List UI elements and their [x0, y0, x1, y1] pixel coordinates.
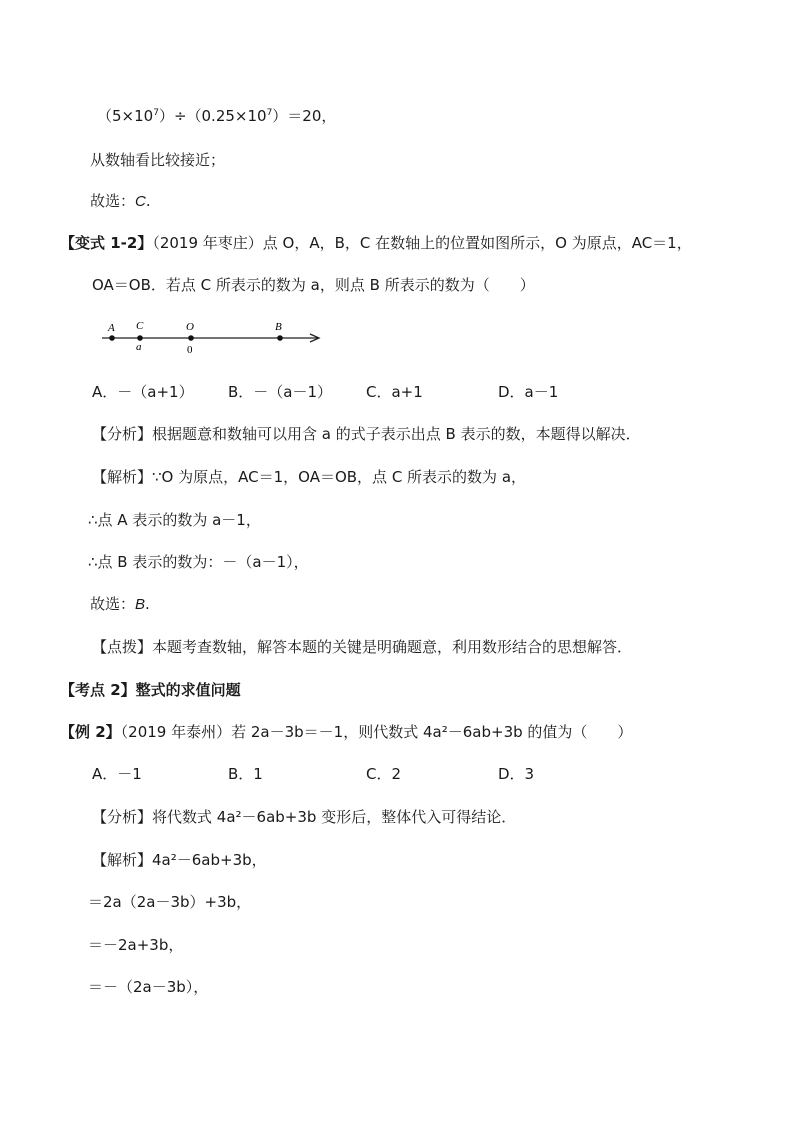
comment-line: 【点拨】本题考查数轴，解答本题的关键是明确题意，利用数形结合的思想解答． — [92, 638, 633, 656]
label-o: O — [186, 321, 194, 333]
variant-tag: 【变式 1-2】 — [60, 234, 153, 252]
variant-question — [60, 233, 692, 253]
option-c: C．a+1 — [366, 383, 423, 401]
answer-line-1: 故选：C. — [90, 192, 151, 210]
ex2-step-1: ＝2a（2a－3b）+3b， — [88, 893, 252, 911]
variant-question-text-2: OA＝OB．若点 C 所表示的数为 a，则点 B 所表示的数为（ ） — [92, 276, 535, 294]
ex2-step-2: ＝－2a+3b， — [88, 936, 184, 954]
variant-question-text-1: （2019 年枣庄）点 O，A，B，C 在数轴上的位置如图所示，O 为原点，AC＝1， — [152, 234, 692, 252]
ex2-option-a: A．－1 — [92, 765, 142, 783]
label-b: B — [275, 321, 282, 333]
point-o — [188, 335, 194, 341]
label-c: C — [136, 320, 144, 332]
analysis-line: 【分析】根据题意和数轴可以用含 a 的式子表示出点 B 表示的数，本题得以解决． — [92, 425, 641, 443]
label-under-c: a — [136, 341, 142, 353]
example-2-question: 【例 2】（2019 年泰州）若 2a－3b＝－1，则代数式 4a²－6ab+3b 的值为（ ） — [60, 723, 633, 741]
option-b: B．－（a－1） — [228, 383, 333, 401]
section-heading: 【考点 2】整式的求值问题 — [60, 681, 241, 699]
label-under-o: 0 — [187, 344, 193, 356]
ex2-analysis-line: 【分析】将代数式 4a²－6ab+3b 变形后，整体代入可得结论． — [92, 808, 517, 826]
ex2-solution-line: 【解析】4a²－6ab+3b， — [92, 851, 267, 869]
point-a — [109, 335, 115, 341]
ex2-option-d: D．3 — [498, 765, 535, 783]
answer-line-2: 故选：B. — [90, 595, 150, 613]
calc-line: $(5\times 10^7)\div(0.25\times 10^7)=20$， — [97, 107, 337, 125]
solution-line: 【解析】∵O 为原点，AC＝1，OA＝OB，点 C 所表示的数为 a， — [92, 468, 527, 486]
number-line-diagram — [98, 318, 328, 358]
option-d: D．a－1 — [498, 383, 559, 401]
ex2-step-3: ＝－（2a－3b）， — [88, 978, 209, 996]
solution-step-1: ∴点 A 表示的数为 a－1， — [88, 511, 261, 529]
point-c — [137, 335, 143, 341]
ex2-option-c: C．2 — [366, 765, 402, 783]
note-line: 从数轴看比较接近； — [90, 151, 226, 169]
point-b — [277, 335, 283, 341]
ex2-option-b: B．1 — [228, 765, 263, 783]
solution-step-2: ∴点 B 表示的数为：－（a－1）， — [88, 553, 309, 571]
option-a: A．－（a+1） — [92, 383, 194, 401]
label-a: A — [108, 322, 115, 334]
